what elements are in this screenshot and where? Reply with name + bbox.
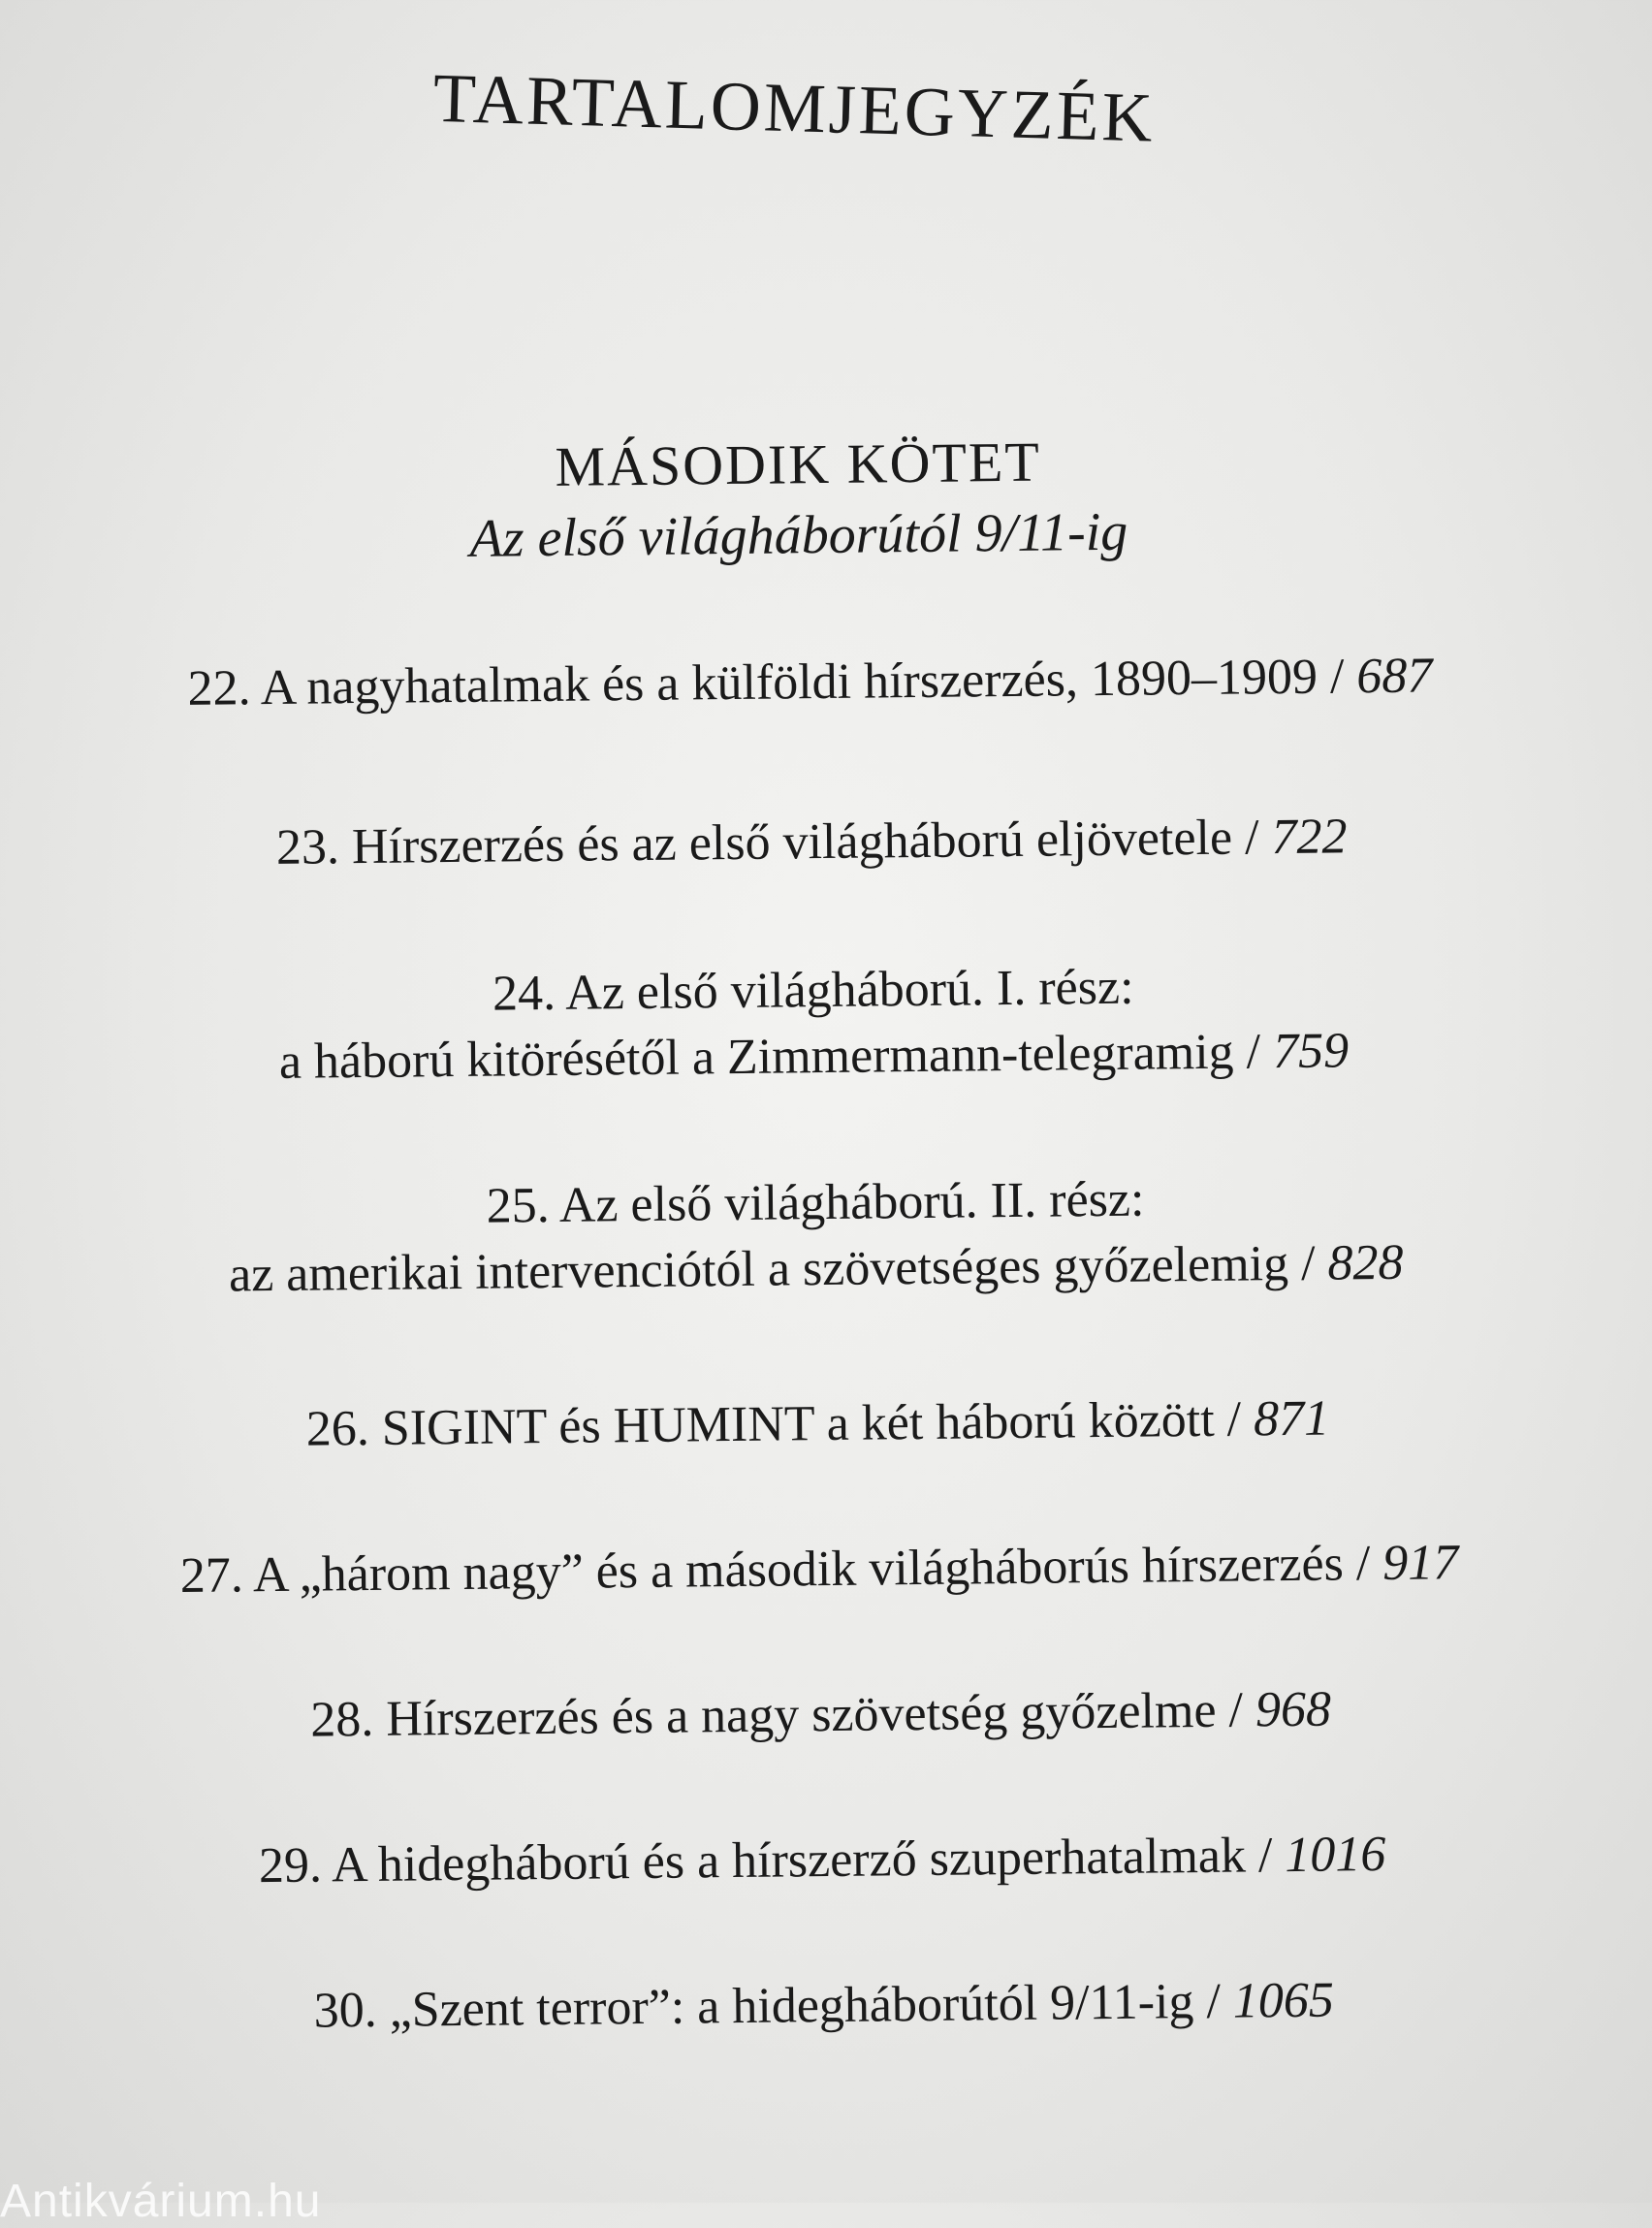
toc-entry-title: 26. SIGINT és HUMINT a két háború között (305, 1391, 1215, 1457)
toc-entry-title: 29. A hidegháború és a hírszerző szuperhatalmak (258, 1828, 1247, 1894)
toc-entry-separator: / (1317, 649, 1357, 705)
toc-entry-title: 22. A nagyhatalmak és a külföldi hírszerzés, 1890–1909 (187, 649, 1318, 716)
toc-entry-page: 722 (1271, 809, 1348, 866)
toc-entry-27 (44, 1529, 1596, 1611)
toc-entry-title-continued: az amerikai intervenciótól a szövetséges győzelemig (228, 1236, 1289, 1303)
toc-entry-title: 28. Hírszerzés és a nagy szövetség győzelme (310, 1682, 1217, 1748)
toc-entry-title: 23. Hírszerzés és az első világháború eljövetele (275, 810, 1233, 875)
toc-entry-page: 1065 (1232, 1972, 1335, 2029)
toc-entry-page: 759 (1272, 1023, 1350, 1080)
volume-label: MÁSODIK KÖTET (555, 430, 1042, 498)
toc-entry-page: 917 (1382, 1535, 1459, 1592)
toc-entry-page: 687 (1356, 648, 1433, 705)
bleed-through-text (0, 316, 1643, 391)
toc-entry-separator: / (1231, 810, 1272, 866)
toc-entry-separator: / (1214, 1391, 1255, 1448)
toc-entry-separator: / (1233, 1024, 1274, 1080)
toc-entry-page: 871 (1253, 1390, 1330, 1448)
toc-entry-separator: / (1193, 1973, 1234, 2030)
toc-entry-title: 24. Az első világháború. I. rész: (492, 959, 1134, 1022)
toc-entry-separator: / (1245, 1828, 1286, 1884)
toc-entry-page: 828 (1327, 1234, 1404, 1291)
page-title: TARTALOMJEGYZÉK (431, 58, 1157, 157)
toc-entry-28 (45, 1674, 1597, 1757)
bleed-through-text (0, 180, 1642, 255)
toc-entry-22 (34, 642, 1586, 724)
toc-entry-25 (40, 1162, 1592, 1311)
toc-entry-separator: / (1216, 1682, 1256, 1738)
toc-entry-page: 1016 (1285, 1826, 1386, 1884)
toc-entry-separator: / (1287, 1235, 1328, 1292)
toc-entry-separator: / (1343, 1536, 1383, 1592)
toc-entry-23 (36, 802, 1588, 884)
toc-entry-30 (48, 1965, 1600, 2048)
toc-entry-24 (37, 950, 1589, 1098)
volume-subtitle: Az első világháborútól 9/11-ig (469, 501, 1128, 569)
toc-entry-title-continued: a háború kitörésétől a Zimmermann-telegramig (278, 1024, 1234, 1090)
toc-entry-title: 30. „Szent terror”: a hidegháborútól 9/11-ig (313, 1974, 1194, 2039)
toc-entry-26 (42, 1384, 1594, 1466)
toc-entry-29 (47, 1820, 1599, 1902)
watermark: Antikvárium.hu (0, 2176, 322, 2227)
toc-entry-title: 25. Az első világháború. II. rész: (486, 1171, 1145, 1234)
toc-entry-page: 968 (1255, 1681, 1332, 1738)
toc-entry-title: 27. A „három nagy” és a második világháborús hírszerzés (179, 1536, 1345, 1605)
